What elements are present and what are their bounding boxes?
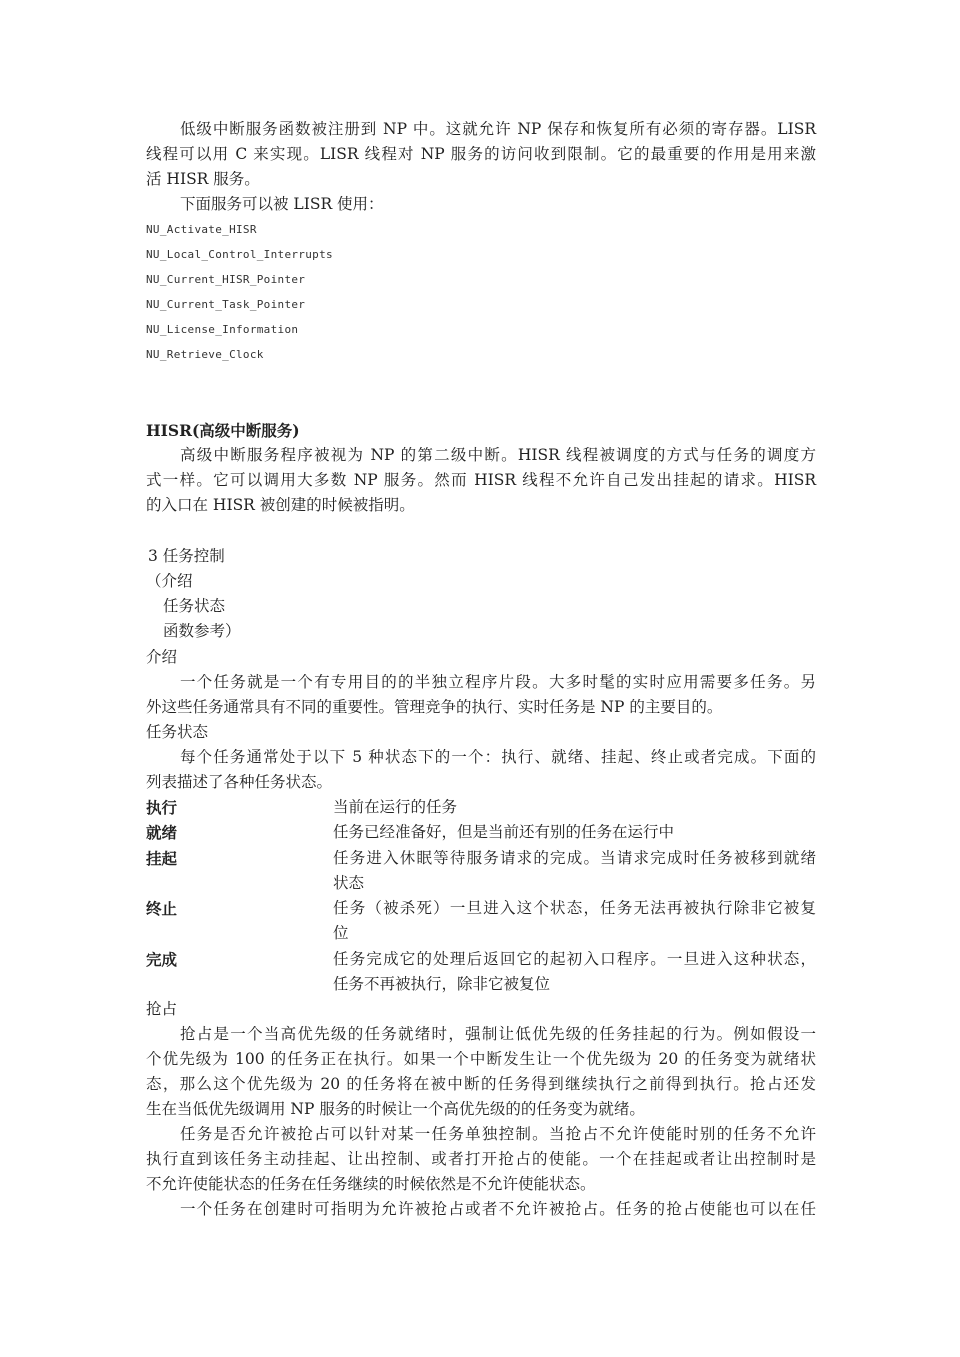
state-description-line: 任务完成它的处理后返回它的起初入口程序。一旦进入这种状态， xyxy=(333,950,816,968)
state-description xyxy=(333,947,816,997)
service-item: NU_Retrieve_Clock xyxy=(146,348,264,361)
preempt-paragraph-line: 任务是否允许被抢占可以针对某一任务单独控制。当抢占不允许使能时别的任务不允许 xyxy=(180,1125,816,1143)
service-item: NU_License_Information xyxy=(146,323,299,336)
state-description-line: 位 xyxy=(333,924,349,942)
state-description xyxy=(333,795,816,820)
toc-item: （介绍 xyxy=(146,572,193,590)
lisr-paragraph-line: 活 HISR 服务。 xyxy=(146,170,260,188)
states-heading: 任务状态 xyxy=(146,723,209,741)
toc-item: 函数参考） xyxy=(163,622,241,640)
state-term: 完成 xyxy=(146,950,178,969)
lisr-services-intro: 下面服务可以被 LISR 使用： xyxy=(180,195,384,213)
preempt-paragraph-line: 一个任务在创建时可指明为允许被抢占或者不允许被抢占。任务的抢占使能也可以在任 xyxy=(180,1200,816,1218)
preempt-heading: 抢占 xyxy=(146,1000,178,1018)
preempt-paragraph-line: 态，那么这个优先级为 20 的任务将在被中断的任务得到继续执行之前得到执行。抢占还发 xyxy=(146,1075,816,1093)
intro-paragraph-line: 外这些任务通常具有不同的重要性。管理竞争的执行、实时任务是 NP 的主要目的。 xyxy=(146,698,723,716)
hisr-paragraph-line: 高级中断服务程序被视为 NP 的第二级中断。HISR 线程被调度的方式与任务的调度方 xyxy=(180,446,816,464)
preempt-paragraph-line: 个优先级为 100 的任务正在执行。如果一个中断发生让一个优先级为 20 的任务变为就绪状 xyxy=(146,1050,816,1068)
state-description-line: 任务不再被执行，除非它被复位 xyxy=(333,975,551,993)
states-paragraph-line: 每个任务通常处于以下 5 种状态下的一个：执行、就绪、挂起、终止或者完成。下面的 xyxy=(180,748,816,766)
preempt-paragraph-line: 执行直到该任务主动挂起、让出控制、或者打开抢占的使能。一个在挂起或者让出控制时是 xyxy=(146,1150,816,1168)
state-term: 终止 xyxy=(146,899,178,918)
hisr-heading: HISR(高级中断服务) xyxy=(146,421,300,440)
preempt-paragraph-line: 不允许使能状态的任务在任务继续的时候依然是不允许使能状态。 xyxy=(146,1175,596,1193)
state-description-line: 任务进入休眠等待服务请求的完成。当请求完成时任务被移到就绪 xyxy=(333,849,816,867)
intro-paragraph-line: 一个任务就是一个有专用目的的半独立程序片段。大多时髦的实时应用需要多任务。另 xyxy=(180,673,816,691)
lisr-paragraph-line: 线程可以用 C 来实现。LISR 线程对 NP 服务的访问收到限制。它的最重要的作用是用来激 xyxy=(146,145,816,163)
state-description xyxy=(333,896,816,946)
hisr-paragraph-line: 式一样。它可以调用大多数 NP 服务。然而 HISR 线程不允许自己发出挂起的请求。HISR xyxy=(146,471,816,489)
state-description-line: 任务（被杀死）一旦进入这个状态，任务无法再被执行除非它被复 xyxy=(333,899,816,917)
intro-heading: 介绍 xyxy=(146,648,178,666)
lisr-paragraph-line: 低级中断服务函数被注册到 NP 中。这就允许 NP 保存和恢复所有必须的寄存器。LISR xyxy=(180,120,816,138)
service-item: NU_Current_Task_Pointer xyxy=(146,298,306,311)
state-description xyxy=(333,820,816,845)
hisr-paragraph-line: 的入口在 HISR 被创建的时候被指明。 xyxy=(146,496,415,514)
state-description-line: 任务已经准备好，但是当前还有别的任务在运行中 xyxy=(333,823,675,841)
preempt-paragraph-line: 抢占是一个当高优先级的任务就绪时，强制让低优先级的任务挂起的行为。例如假设一 xyxy=(180,1025,816,1043)
state-term: 挂起 xyxy=(146,849,178,868)
preempt-paragraph-line: 生在当低优先级调用 NP 服务的时候让一个高优先级的的任务变为就绪。 xyxy=(146,1100,645,1118)
section-heading: 3 任务控制 xyxy=(148,547,225,565)
state-term: 就绪 xyxy=(146,823,178,842)
service-item: NU_Local_Control_Interrupts xyxy=(146,248,333,261)
states-paragraph-line: 列表描述了各种任务状态。 xyxy=(146,773,333,791)
state-description xyxy=(333,846,816,896)
state-description-line: 状态 xyxy=(333,874,365,892)
toc-item: 任务状态 xyxy=(163,597,226,615)
state-description-line: 当前在运行的任务 xyxy=(333,798,458,816)
service-item: NU_Activate_HISR xyxy=(146,223,257,236)
state-term: 执行 xyxy=(146,798,178,817)
service-item: NU_Current_HISR_Pointer xyxy=(146,273,306,286)
